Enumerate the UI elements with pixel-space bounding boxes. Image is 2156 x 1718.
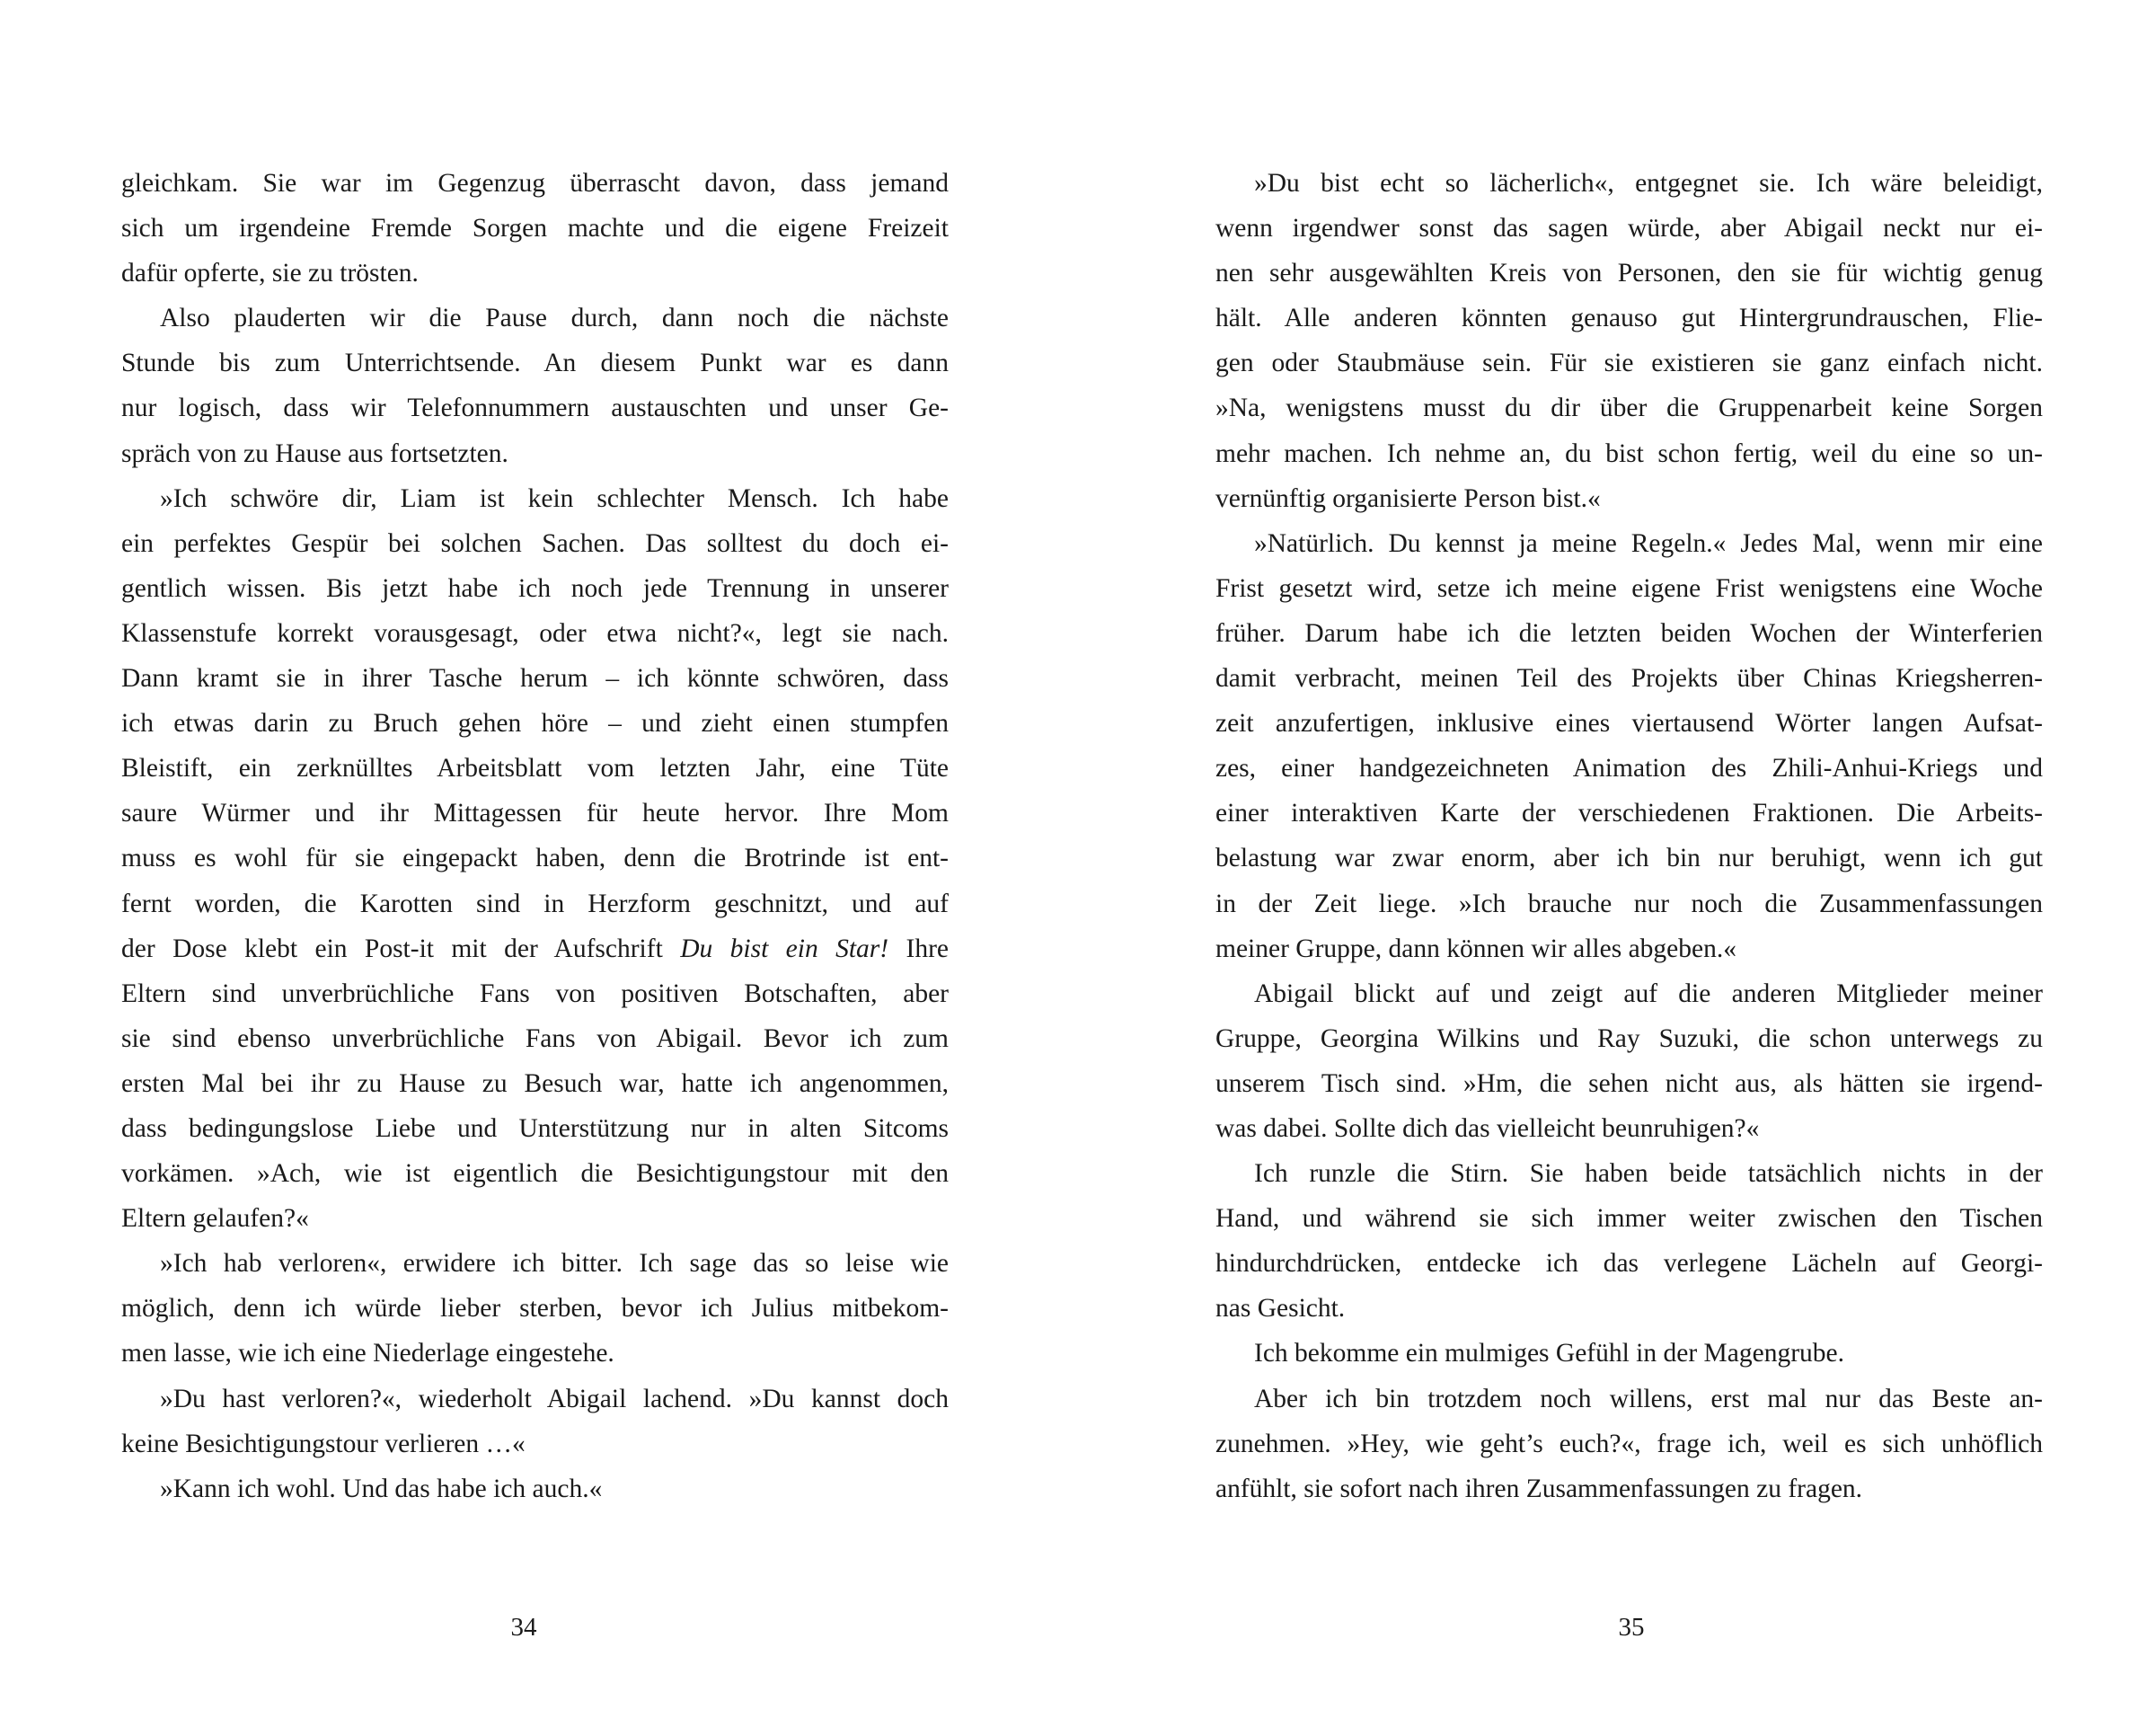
text-line: »Kann ich wohl. Und das habe ich auch.«: [160, 1474, 603, 1503]
text-line: nas Gesicht.: [1215, 1294, 1346, 1324]
text-line: einer interaktiven Karte der verschiedenen Fraktionen. Die Arbeits-: [1215, 799, 2043, 828]
text-line: nen sehr ausgewählten Kreis von Personen, den sie für wichtig genug: [1215, 259, 2043, 288]
page-number: 34: [510, 1613, 537, 1642]
text-line: Klassenstufe korrekt vorausgesagt, oder etwa nicht?«, legt sie nach.: [121, 618, 949, 648]
text-line: muss es wohl für sie eingepackt haben, denn die Brotrinde ist ent-: [121, 844, 949, 873]
text-line: vernünftig organisierte Person bist.«: [1215, 483, 1601, 513]
body-text: [1215, 161, 2043, 1511]
text-line: belastung war zwar enorm, aber ich bin nur beruhigt, wenn ich gut: [1215, 844, 2043, 873]
text-line: fernt worden, die Karotten sind in Herzform geschnitzt, und auf: [121, 889, 949, 918]
text-line: sich um irgendeine Fremde Sorgen machte und die eigene Freizeit: [121, 214, 949, 244]
text-line: »Du hast verloren?«, wiederholt Abigail lachend. »Du kannst doch: [160, 1384, 949, 1413]
text-line: Bleistift, ein zerknülltes Arbeitsblatt vom letzten Jahr, eine Tüte: [121, 754, 949, 784]
text-line: ein perfektes Gespür bei solchen Sachen. Das solltest du doch ei-: [121, 528, 949, 558]
text-line: Stunde bis zum Unterrichtsende. An diesem Punkt war es dann: [121, 349, 949, 378]
text-line: Hand, und während sie sich immer weiter zwischen den Tischen: [1215, 1204, 2043, 1234]
text-line: mehr machen. Ich nehme an, du bist schon fertig, weil du eine so un-: [1215, 438, 2043, 468]
text-line: früher. Darum habe ich die letzten beiden Wochen der Winterferien: [1215, 618, 2043, 648]
text-line: Abigail blickt auf und zeigt auf die anderen Mitglieder meiner: [1254, 979, 2043, 1008]
text-line: [121, 926, 949, 971]
text-line: gleichkam. Sie war im Gegenzug überrascht davon, dass jemand: [121, 169, 949, 198]
text-line: zes, einer handgezeichneten Animation des Zhili-Anhui-Kriegs und: [1215, 754, 2043, 784]
text-line: Aber ich bin trotzdem noch willens, erst mal nur das Beste an-: [1254, 1384, 2043, 1413]
text-line: ersten Mal bei ihr zu Hause zu Besuch war, hatte ich angenommen,: [121, 1068, 949, 1098]
text-line: »Ich hab verloren«, erwidere ich bitter. Ich sage das so leise wie: [160, 1249, 949, 1279]
text-line: Eltern sind unverbrüchliche Fans von positiven Botschaften, aber: [121, 979, 949, 1008]
right-page: [1078, 0, 2156, 1718]
text-line: wenn irgendwer sonst das sagen würde, aber Abigail neckt nur ei-: [1215, 214, 2043, 244]
text-line: meiner Gruppe, dann können wir alles abgeben.«: [1215, 934, 1736, 963]
text-line: keine Besichtigungstour verlieren …«: [121, 1429, 526, 1458]
text-line: spräch von zu Hause aus fortsetzten.: [121, 438, 508, 468]
text-line: ich etwas darin zu Bruch gehen höre – und zieht einen stumpfen: [121, 709, 949, 739]
text-line: Frist gesetzt wird, setze ich meine eigene Frist wenigstens eine Woche: [1215, 573, 2043, 603]
text-line: Eltern gelaufen?«: [121, 1204, 309, 1234]
text-line: »Na, wenigstens musst du dir über die Gruppenarbeit keine Sorgen: [1215, 394, 2043, 423]
text-line: nur logisch, dass wir Telefonnummern austauschten und unser Ge-: [121, 394, 949, 423]
text-line: »Ich schwöre dir, Liam ist kein schlechter Mensch. Ich habe: [160, 483, 949, 513]
text-line: dass bedingungslose Liebe und Unterstützung nur in alten Sitcoms: [121, 1113, 949, 1143]
text-segment: der Dose klebt ein Post-it mit der Aufschrift: [121, 934, 681, 963]
text-line: zeit anzufertigen, inklusive eines viertausend Wörter langen Aufsat-: [1215, 709, 2043, 739]
text-line: Gruppe, Georgina Wilkins und Ray Suzuki, die schon unterwegs zu: [1215, 1023, 2043, 1053]
text-line: unserem Tisch sind. »Hm, die sehen nicht aus, als hätten sie irgend-: [1215, 1068, 2043, 1098]
text-line: men lasse, wie ich eine Niederlage eingestehe.: [121, 1339, 614, 1368]
text-line: saure Würmer und ihr Mittagessen für heute hervor. Ihre Mom: [121, 799, 949, 828]
text-line: hindurchdrücken, entdecke ich das verlegene Lächeln auf Georgi-: [1215, 1249, 2043, 1279]
italic-text: Du bist ein Star!: [680, 934, 889, 963]
text-line: in der Zeit liege. »Ich brauche nur noch die Zusammenfassungen: [1215, 889, 2043, 918]
text-line: Dann kramt sie in ihrer Tasche herum – ich könnte schwören, dass: [121, 664, 949, 694]
text-line: möglich, denn ich würde lieber sterben, bevor ich Julius mitbekom-: [121, 1294, 949, 1324]
text-line: sie sind ebenso unverbrüchliche Fans von Abigail. Bevor ich zum: [121, 1023, 949, 1053]
text-line: damit verbracht, meinen Teil des Projekts über Chinas Kriegsherren-: [1215, 664, 2043, 694]
text-line: hält. Alle anderen könnten genauso gut Hintergrundrauschen, Flie-: [1215, 304, 2043, 333]
page-number: 35: [1618, 1613, 1645, 1642]
text-line: dafür opferte, sie zu trösten.: [121, 259, 419, 288]
text-line: Ich bekomme ein mulmiges Gefühl in der Magengrube.: [1254, 1339, 1845, 1368]
text-line: gentlich wissen. Bis jetzt habe ich noch jede Trennung in unserer: [121, 573, 949, 603]
text-line: »Natürlich. Du kennst ja meine Regeln.« Jedes Mal, wenn mir eine: [1254, 528, 2043, 558]
text-line: vorkämen. »Ach, wie ist eigentlich die Besichtigungstour mit den: [121, 1159, 949, 1189]
text-line: anfühlt, sie sofort nach ihren Zusammenfassungen zu fragen.: [1215, 1474, 1863, 1503]
body-text: [121, 161, 949, 1511]
text-line: was dabei. Sollte dich das vielleicht beunruhigen?«: [1215, 1113, 1760, 1143]
text-line: »Du bist echt so lächerlich«, entgegnet sie. Ich wäre beleidigt,: [1254, 169, 2043, 198]
text-line: Also plauderten wir die Pause durch, dann noch die nächste: [160, 304, 949, 333]
text-line: zunehmen. »Hey, wie geht’s euch?«, frage ich, weil es sich unhöflich: [1215, 1429, 2043, 1458]
text-segment: Ihre: [888, 934, 949, 963]
text-line: gen oder Staubmäuse sein. Für sie existieren sie ganz einfach nicht.: [1215, 349, 2043, 378]
text-line: Ich runzle die Stirn. Sie haben beide tatsächlich nichts in der: [1254, 1159, 2043, 1189]
